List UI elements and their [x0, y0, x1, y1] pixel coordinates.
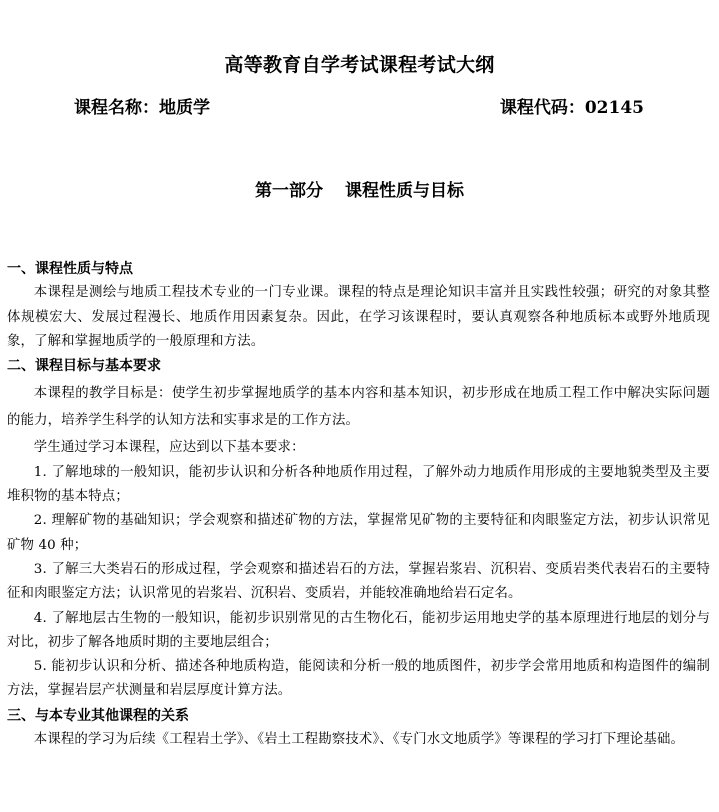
- part-title: [0, 176, 719, 201]
- requirement-item: 1. 了解地球的一般知识，能初步认识和分析各种地质作用过程，了解外动力地质作用形成的主要地貌类型及主要堆积物的基本特点；: [7, 464, 710, 505]
- course-name: 课程名称：地质学: [74, 98, 210, 118]
- requirement-item: 4. 了解地层古生物的一般知识，能初步识别常见的古生物化石，能初步运用地史学的基本原理进行地层的划分与对比，初步了解各地质时期的主要地层组合；: [7, 610, 710, 650]
- requirement-item: 3. 了解三大类岩石的形成过程，学会观察和描述岩石的方法，掌握岩浆岩、沉积岩、变质岩类代表岩石的主要特征和肉眼鉴定方法；认识常见的岩浆岩、沉积岩、变质岩，并能较准确地给岩石定名。: [7, 561, 710, 602]
- requirement-item: 2. 理解矿物的基础知识；学会观察和描述矿物的方法，掌握常见矿物的主要特征和肉眼鉴定方法，初步认识常见矿物 40 种；: [7, 513, 710, 553]
- part-name: 课程性质与目标: [345, 181, 464, 201]
- paragraph: 本课程是测绘与地质工程技术专业的一门专业课。课程的特点是理论知识丰富并且实践性较强；研究的对象其整体规模宏大、发展过程漫长、地质作用因素复杂。因此，在学习该课程时，要认真观察各种地质标本或野外地质现象，了解和掌握地质学的一般原理和方法。: [7, 285, 710, 349]
- course-info-row: [74, 93, 644, 118]
- course-code: 课程代码：02145: [499, 98, 644, 118]
- paragraph: 学生通过学习本课程，应达到以下基本要求：: [33, 440, 305, 456]
- section-heading-relations: 三、与本专业其他课程的关系: [7, 707, 189, 724]
- part-number: 第一部分: [255, 181, 323, 201]
- section-heading-nature: 一、课程性质与特点: [7, 261, 133, 277]
- document-title: 高等教育自学考试课程考试大纲: [224, 54, 495, 76]
- section-heading-goals: 二、课程目标与基本要求: [7, 358, 161, 375]
- paragraph: 本课程的教学目标是：使学生初步掌握地质学的基本内容和基本知识，初步形成在地质工程工作中解决实际问题的能力，培养学生科学的认知方法和实事求是的工作方法。: [7, 386, 710, 429]
- document-body: [7, 257, 710, 752]
- paragraph: 本课程的学习为后续《工程岩土学》、《岩土工程勘察技术》、《专门水文地质学》等课程的学习打下理论基础。: [33, 732, 685, 748]
- requirement-item: 5. 能初步认识和分析、描述各种地质构造，能阅读和分析一般的地质图件，初步学会常用地质和构造图件的编制方法，掌握岩层产状测量和岩层厚度计算方法。: [7, 659, 710, 699]
